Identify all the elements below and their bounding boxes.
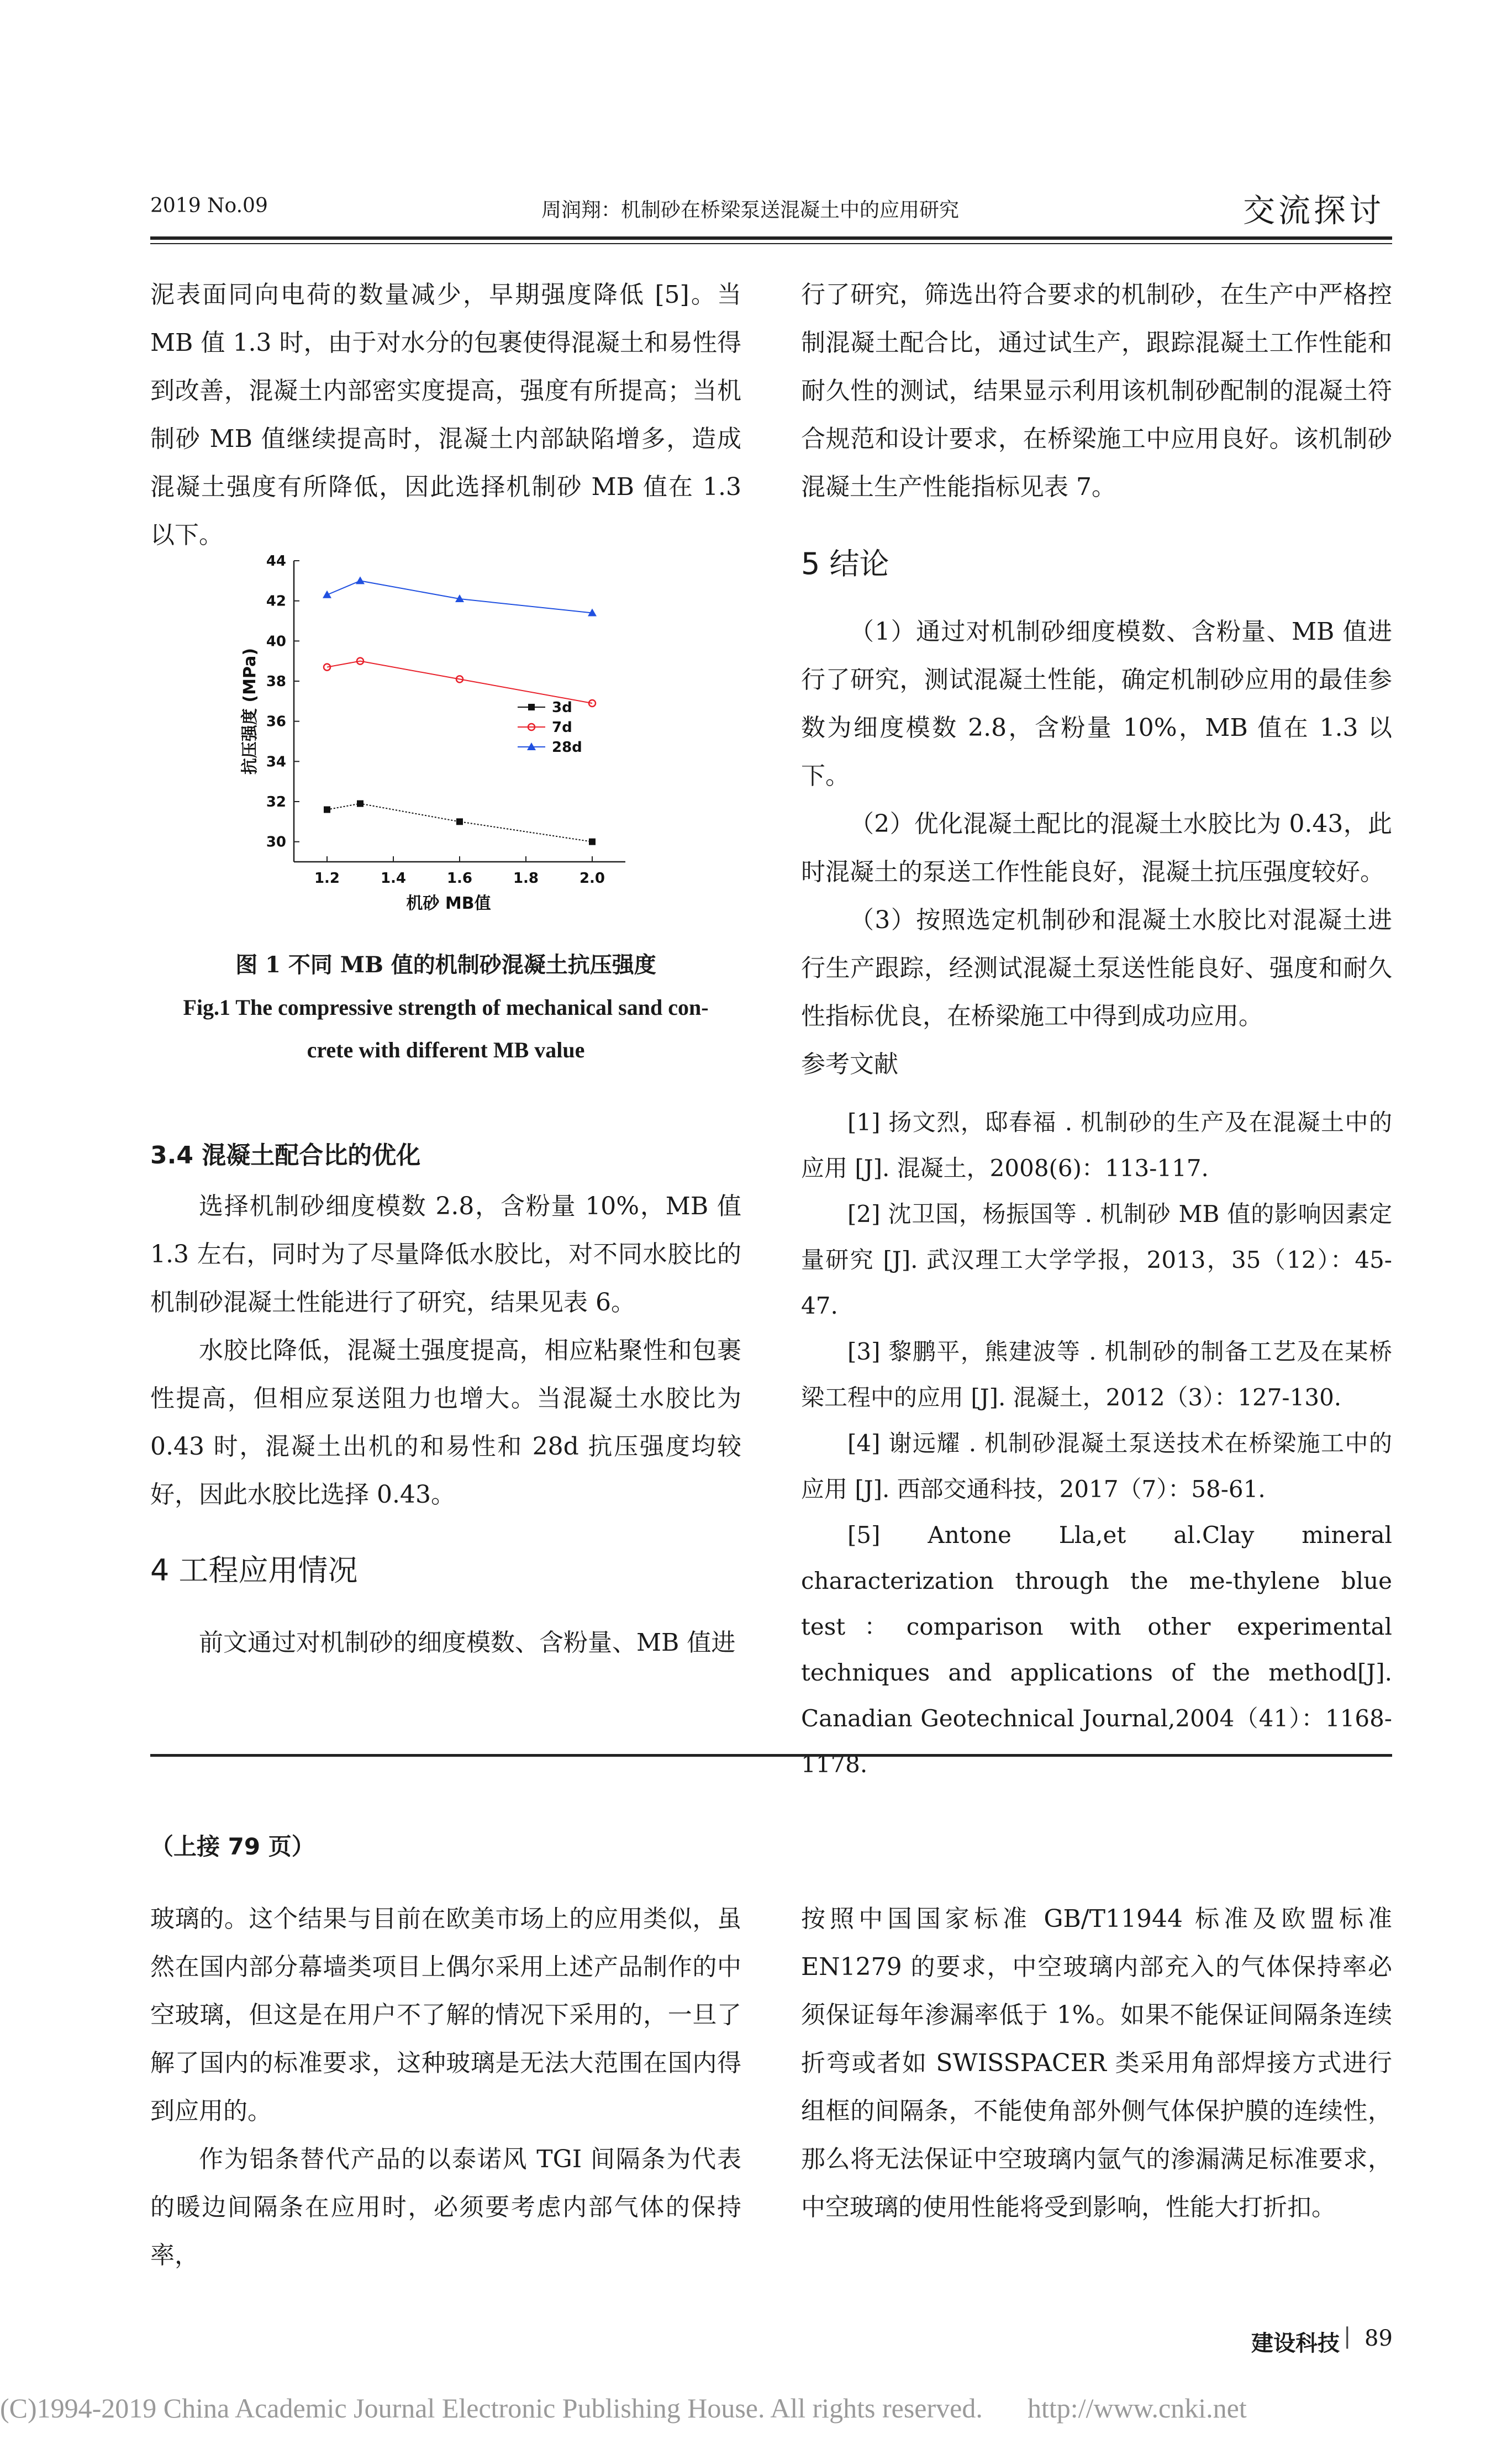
y-tick-label: 32 xyxy=(266,794,286,810)
legend-label-3d: 3d xyxy=(552,699,572,716)
references-heading: 参考文献 xyxy=(801,1050,898,1078)
reference-item: [3] 黎鹏平，熊建波等 . 机制砂的制备工艺及在某桥梁工程中的应用 [J]. 混凝土，2012（3）：127-130. xyxy=(801,1338,1392,1411)
continued-left-column: 玻璃的。这个结果与目前在欧美市场上的应用类似，虽然在国内部分幕墙类项目上偶尔采用上述产品制作的中空玻璃，但这是在用户不了解的情况下采用的，一旦了解了国内的标准要求，这种玻璃是无法大范围在国内得到应用的。 作为铝条替代产品的以泰诺风 TGI 间隔条为代表的暖边间隔条在应用时，必须要考虑内部气体的保持率， xyxy=(150,1905,741,2269)
footer-divider: | xyxy=(1344,2324,1351,2349)
data-point-3d xyxy=(357,800,363,807)
y-tick-label: 42 xyxy=(266,593,286,610)
reference-list xyxy=(801,1099,1392,1787)
y-axis-label: 抗压强度 (MPa) xyxy=(240,647,260,775)
y-tick-label: 36 xyxy=(266,713,286,730)
compressive-strength-chart xyxy=(150,547,741,912)
data-point-3d xyxy=(456,818,463,825)
section-separator xyxy=(150,1754,1392,1757)
figure-caption-en-1: Fig.1 The compressive strength of mechanical sand con- xyxy=(183,995,709,1020)
data-point-3d xyxy=(589,839,596,845)
reference-item: [5] Antone Lla,et al.Clay mineral characterization through the me-thylene blue test：comparison with other experimental techniques and applications of the method[J]. Canadian Geotechnical Journal,2004（41）：1168-1178. xyxy=(801,1521,1392,1778)
x-tick-label: 1.4 xyxy=(380,870,407,887)
data-point-28d xyxy=(323,591,331,598)
y-tick-label: 38 xyxy=(266,673,286,690)
section-3-4-heading: 3.4 混凝土配合比的优化 xyxy=(150,1141,421,1170)
copyright-url: http://www.cnki.net xyxy=(1028,2393,1247,2424)
conclusions xyxy=(801,608,1392,1040)
section-5-heading: 5 结论 xyxy=(801,546,889,581)
reference-item: [2] 沈卫国，杨振国等 . 机制砂 MB 值的影响因素定量研究 [J]. 武汉理工大学学报，2013，35（12）：45-47. xyxy=(801,1200,1392,1319)
continued-right-column: 按照中国国家标准 GB/T11944 标准及欧盟标准 EN1279 的要求，中空玻璃内部充入的气体保持率必须保证每年渗漏率低于 1%。如果不能保证间隔条连续折弯或者如 SWISSPACER 类采用角部焊接方式进行组框的间隔条，不能使角部外侧气体保护膜的连续性，那么将无法保证中空玻璃内氩气的渗漏满足标准要求，中空玻璃的使用性能将受到影响，性能大打折扣。 xyxy=(801,1905,1392,2221)
left-top-paragraph: 泥表面同向电荷的数量减少，早期强度降低 [5]。当 MB 值 1.3 时，由于对水分的包裹使得混凝土和易性得到改善，混凝土内部密实度提高，强度有所提高；当机制砂 MB 值继续提高时，混凝土内部缺陷增多，造成混凝土强度有所降低，因此选择机制砂 MB 值在 1.3 以下。 xyxy=(150,281,741,549)
data-point-3d xyxy=(324,807,330,813)
y-tick-label: 44 xyxy=(266,553,286,570)
reference-item: [4] 谢远耀 . 机制砂混凝土泵送技术在桥梁施工中的应用 [J]. 西部交通科技，2017（7）：58-61. xyxy=(801,1430,1392,1503)
running-title: 周润翔：机制砂在桥梁泵送混凝土中的应用研究 xyxy=(541,199,960,222)
header-rule-thin xyxy=(150,243,1392,244)
x-tick-label: 2.0 xyxy=(579,870,605,887)
copyright-notice: (C)1994-2019 China Academic Journal Electronic Publishing House. All rights reserved. xyxy=(0,2393,983,2424)
legend-marker-3d xyxy=(528,704,535,710)
section-4-heading: 4 工程应用情况 xyxy=(150,1553,358,1588)
reference-item: [1] 扬文烈，邸春福 . 机制砂的生产及在混凝土中的应用 [J]. 混凝土，2008(6)：113-117. xyxy=(801,1109,1392,1182)
section-3-4-body: 选择机制砂细度模数 2.8，含粉量 10%，MB 值 1.3 左右，同时为了尽量降低水胶比，对不同水胶比的机制砂混凝土性能进行了研究，结果见表 6。 水胶比降低，混凝土强度提高，相应粘聚性和包裹性提高，但相应泵送阻力也增大。当混凝土水胶比为 0.43 时，混凝土出机的和易性和 28d 抗压强度均较好，因此水胶比选择 0.43。 xyxy=(150,1192,741,1509)
x-tick-label: 1.6 xyxy=(446,870,473,887)
journal-name: 建设科技 xyxy=(1251,2331,1340,2356)
x-tick-label: 1.2 xyxy=(314,870,340,887)
column-name: 交流探讨 xyxy=(1243,192,1385,229)
legend-label-28d: 28d xyxy=(552,739,582,756)
x-axis-label: 机砂 MB值 xyxy=(406,894,491,912)
conclusion-2: （2）优化混凝土配比的混凝土水胶比为 0.43，此时混凝土的泵送工作性能良好，混凝土抗压强度较好。 xyxy=(801,810,1392,886)
figure-caption-en-2: crete with different MB value xyxy=(307,1037,585,1062)
continued-label: （上接 79 页） xyxy=(150,1833,315,1860)
page-number: 89 xyxy=(1365,2326,1393,2351)
y-tick-label: 30 xyxy=(266,834,286,851)
figure-caption-cn: 图 1 不同 MB 值的机制砂混凝土抗压强度 xyxy=(235,952,656,978)
header-rule xyxy=(150,236,1392,240)
legend-label-7d: 7d xyxy=(552,719,572,736)
section-4-body: 前文通过对机制砂的细度模数、含粉量、MB 值进 xyxy=(199,1629,736,1657)
right-top-paragraph: 行了研究，筛选出符合要求的机制砂，在生产中严格控制混凝土配合比，通过试生产，跟踪混凝土工作性能和耐久性的测试，结果显示利用该机制砂配制的混凝土符合规范和设计要求，在桥梁施工中应用良好。该机制砂混凝土生产性能指标见表 7。 xyxy=(801,281,1392,501)
data-point-28d xyxy=(356,576,365,584)
y-tick-label: 34 xyxy=(266,754,286,771)
issue-number: 2019 No.09 xyxy=(150,194,268,217)
y-tick-label: 40 xyxy=(266,633,286,650)
conclusion-1: （1）通过对机制砂细度模数、含粉量、MB 值进行了研究，测试混凝土性能，确定机制砂应用的最佳参数为细度模数 2.8，含粉量 10%，MB 值在 1.3 以下。 xyxy=(801,618,1392,790)
x-tick-label: 1.8 xyxy=(513,870,539,887)
figure-1 xyxy=(150,547,741,912)
conclusion-3: （3）按照选定机制砂和混凝土水胶比对混凝土进行生产跟踪，经测试混凝土泵送性能良好、强度和耐久性指标优良，在桥梁施工中得到成功应用。 xyxy=(801,906,1392,1030)
